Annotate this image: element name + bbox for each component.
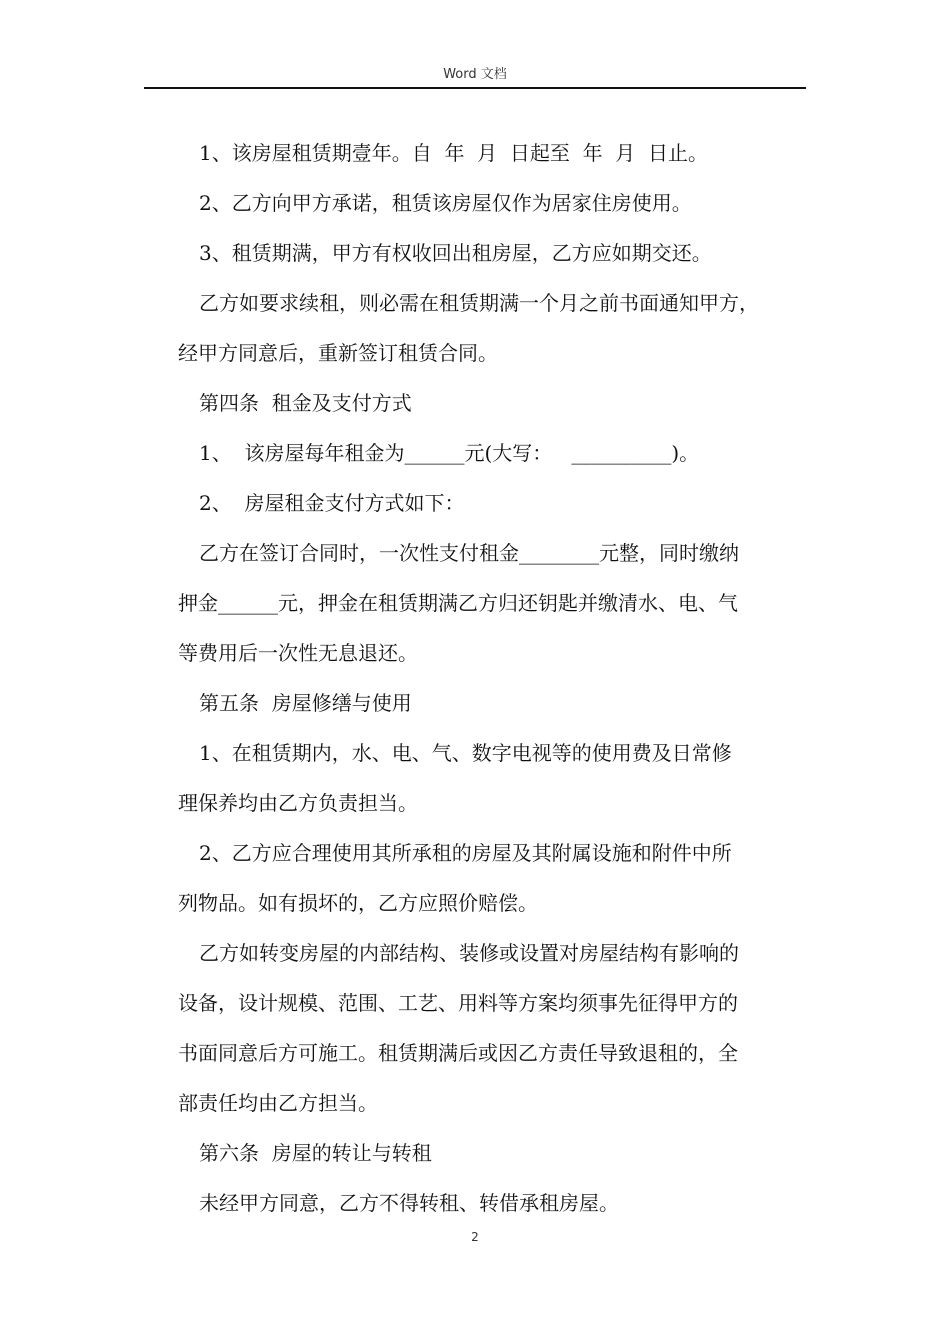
clause-line: 3、租赁期满，甲方有权收回出租房屋，乙方应如期交还。 bbox=[199, 241, 712, 265]
clause-line: 1、 该房屋每年租金为______元(大写： __________)。 bbox=[199, 441, 700, 465]
document-header-title: Word 文档 bbox=[443, 67, 507, 82]
paragraph-line: 部责任均由乙方担当。 bbox=[178, 1091, 378, 1115]
paragraph-line: 经甲方同意后，重新签订租赁合同。 bbox=[178, 341, 498, 365]
paragraph-line: 乙方在签订合同时，一次性支付租金________元整，同时缴纳 bbox=[199, 541, 739, 565]
section-heading: 第六条 房屋的转让与转租 bbox=[199, 1141, 432, 1165]
paragraph-line: 乙方如转变房屋的内部结构、装修或设置对房屋结构有影响的 bbox=[199, 941, 739, 965]
paragraph-line: 乙方如要求续租，则必需在租赁期满一个月之前书面通知甲方， bbox=[199, 291, 759, 315]
section-heading: 第五条 房屋修缮与使用 bbox=[199, 691, 412, 715]
clause-line: 1、该房屋租赁期壹年。自 年 月 日起至 年 月 日止。 bbox=[199, 141, 709, 165]
clause-line: 2、乙方向甲方承诺，租赁该房屋仅作为居家住房使用。 bbox=[199, 191, 692, 215]
document-body bbox=[178, 128, 828, 1228]
header-divider bbox=[144, 87, 806, 89]
paragraph-line: 理保养均由乙方负责担当。 bbox=[178, 791, 418, 815]
paragraph-line: 等费用后一次性无息退还。 bbox=[178, 641, 418, 665]
paragraph-line: 未经甲方同意，乙方不得转租、转借承租房屋。 bbox=[199, 1191, 619, 1215]
section-heading: 第四条 租金及支付方式 bbox=[199, 391, 412, 415]
page-number: 2 bbox=[471, 1230, 479, 1244]
clause-line: 2、乙方应合理使用其所承租的房屋及其附属设施和附件中所 bbox=[199, 841, 732, 865]
paragraph-line: 押金______元，押金在租赁期满乙方归还钥匙并缴清水、电、气 bbox=[178, 591, 738, 615]
paragraph-line: 设备，设计规模、范围、工艺、用料等方案均须事先征得甲方的 bbox=[178, 991, 738, 1015]
clause-line: 2、 房屋租金支付方式如下： bbox=[199, 491, 465, 515]
clause-line: 1、在租赁期内，水、电、气、数字电视等的使用费及日常修 bbox=[199, 741, 732, 765]
paragraph-line: 书面同意后方可施工。租赁期满后或因乙方责任导致退租的，全 bbox=[178, 1041, 738, 1065]
paragraph-line: 列物品。如有损坏的，乙方应照价赔偿。 bbox=[178, 891, 538, 915]
